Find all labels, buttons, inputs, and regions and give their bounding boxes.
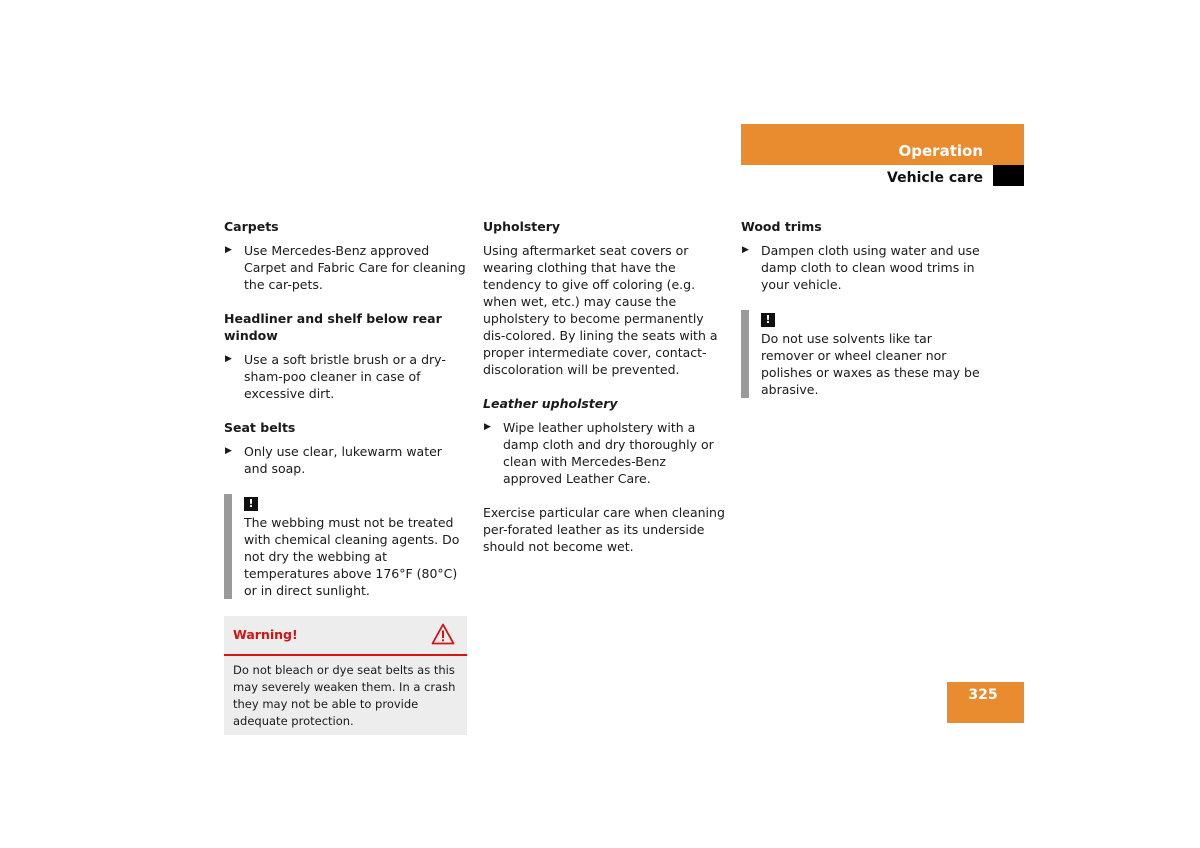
seatbelt-notice: [224, 494, 469, 599]
notice-bar: [224, 494, 232, 599]
header-black-tab: [993, 165, 1024, 186]
seatbelts-instruction-text: Only use clear, lukewarm water and soap.: [244, 444, 442, 476]
bullet-arrow-icon: ▶: [225, 354, 232, 364]
warning-box: [224, 616, 467, 735]
seatbelts-instruction: [224, 443, 469, 477]
warning-text: Do not bleach or dye seat belts as this may severely weaken them. In a crash they may not be able to provide adequate protection.: [233, 663, 456, 728]
notice-text: The webbing must not be treated with chemical cleaning agents. Do not dry the webbing at temperatures above 176°F (80°C) or in direct sunlight.: [244, 515, 460, 598]
exclamation-icon: !: [761, 313, 775, 327]
bullet-arrow-icon: ▶: [742, 245, 749, 255]
seatbelts-heading: Seat belts: [224, 420, 296, 435]
leather-instruction-text: Wipe leather upholstery with a damp cloth and dry thoroughly or clean with Mercedes-Benz approved Leather Care.: [503, 420, 714, 486]
upholstery-heading: Upholstery: [483, 219, 561, 234]
upholstery-text: Using aftermarket seat covers or wearing clothing that have the tendency to give off coloring (e.g. when wet, etc.) may cause the upholstery to become permanently dis-colored. By lining the seats with a proper intermediate cover, contact-discoloration will be prevented.: [483, 243, 718, 377]
carpets-instruction-text: Use Mercedes-Benz approved Carpet and Fabric Care for cleaning the car-pets.: [244, 243, 466, 292]
carpets-instruction: [224, 242, 469, 293]
headliner-instruction: [224, 351, 469, 402]
leather-text: Exercise particular care when cleaning per-forated leather as its underside should not become wet.: [483, 505, 725, 554]
wood-instruction: [741, 242, 986, 293]
column-right: [741, 218, 986, 415]
subsection-title: Vehicle care: [887, 170, 983, 186]
column-middle: [483, 218, 728, 572]
bullet-arrow-icon: ▶: [484, 422, 491, 432]
notice-bar: [741, 310, 749, 398]
carpets-heading: Carpets: [224, 219, 279, 234]
warning-title: Warning!: [224, 616, 467, 656]
section-title: Operation: [898, 142, 983, 160]
wood-instruction-text: Dampen cloth using water and use damp cloth to clean wood trims in your vehicle.: [761, 243, 980, 292]
bullet-arrow-icon: ▶: [225, 446, 232, 456]
bullet-arrow-icon: ▶: [225, 245, 232, 255]
exclamation-icon: !: [244, 497, 258, 511]
notice-text: Do not use solvents like tar remover or wheel cleaner nor polishes or waxes as these may be abrasive.: [761, 331, 980, 397]
leather-heading: Leather upholstery: [483, 396, 618, 411]
warning-triangle-icon: [431, 623, 455, 645]
wood-heading: Wood trims: [741, 219, 822, 234]
leather-instruction: [483, 419, 728, 487]
headliner-instruction-text: Use a soft bristle brush or a dry-sham-poo cleaner in case of excessive dirt.: [244, 352, 446, 401]
column-left: [224, 218, 469, 735]
wood-notice: [741, 310, 986, 398]
page-number: 325: [968, 687, 998, 703]
headliner-heading: Headliner and shelf below rear window: [224, 311, 442, 343]
